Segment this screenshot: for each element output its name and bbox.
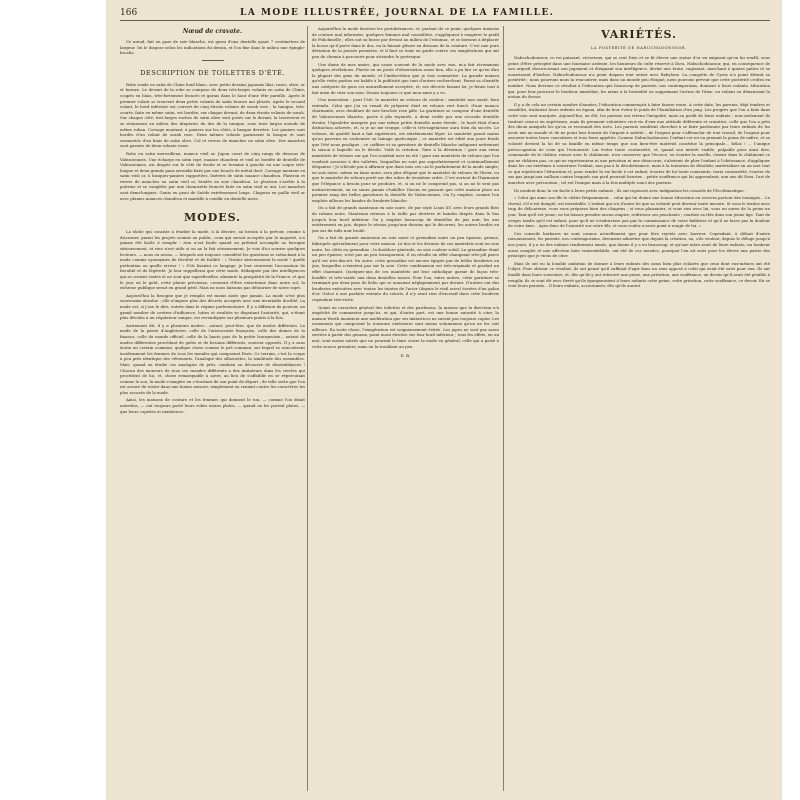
paragraph: Nabuchodonosor, ce roi puissant, victorieux, qui se crut Dieu et se fit élever une statue d'or en exigeant qu'on lui rendît, sous peine d'être précipité dans une fournaise ardente, les honneurs du culte réservé à Dieu, Nabuchodonosor, qui, en conséquence de son orgueil obscurcissant son jugement et éteignant son intelligence, devint une brute, rugissant, marchant à quatre pattes et se nourrissant d'herbes, Nabuchodonosor n'a point disparu tout entier avec Babylone. La conquête de Cyrus n'a point détruit sa postérité ; nous pourrons nous la rencontrer, mais dans un monde peu éloigné, nous pouvons prévoir que cette postérité croîtra en nombre. Nous devrons ce résultat à l'éducation que beaucoup de parents, nos contemporains, donnent à leurs enfants, éducation qui, pour leur procurer le bonheur immédiat, les mène à la bestialité en supprimant l'action de l'âme, en voilant ou dénaturant la notion du devoir. — [508, 55, 770, 100]
paragraph: Ces conseils barbares ne sont connus actuellement que pour être rejetés avec horreur. Cependant, à défaut d'autre raisonnement, les parents, nos contemporains, devraient admettre que depuis la création, ou, s'ils veulent, depuis le déluge jusqu'à nos jours, il y a eu des enfants tendrement aimés, que donne il y a eu beaucoup, et qu'une mère avait de leurs enfants, un bonheur aussi complet et une affection bien vraisemblable, ont été de ces mondes, pourquoi l'on ait suivi pour les élever une partie des principes que je viens de citer. — [508, 230, 770, 259]
column-rule — [307, 26, 308, 791]
paragraph: Une innovation : pour l'été, le mantelet en velours de couleur ; mantelet non ouaté, bien entendu. Celui que j'ai vu venait de préparer était en velours vert foncé, d'une nuance charmante, avec doublure de soie brochée rose pâle. La garniture se compose d'une dentelle de Valenciennes blanche, posée à plis tuyautés, à demi voilée par une seconde dentelle étroite, l'épaulette marquée par une même petite dentelle noire étroite ; le bord était d'une distinction achevée, et, si je ne me trompe, celle-ci très-ingénieuse aura bien du succès. Le velours, de qualité haut à fait supérieure, est extrêmement léger. Le mantelet posait moins qu'au parvenu en cachemire ou lainage quelconque ; ce mantelet est édité aux jours froids que l'été nous prodigue ; ce coiffure et sa garniture de dentelle blanche indiquent nettement la saison à laquelle on le dévolu. Voilà la création. Gare à la déviation ! gare aux vieux mantelets de velours sur qui l'on voudrait user en été ! gare aux mantelets de velours que l'on voudrait associer à des toilettes, lesquelles ne sont pas superlativement et continuellement élégantes ! Je n'hésite pas à affirmer que dans tous ces cas le parfaitement de la mode simple, en soie noire, même en laine noire, sera plus élégant que le mantelet de velours de l'hiver, ou que le mantelet de velours porté sur des robes de troisième ordre. C'est surtout de l'harmonie que l'élégance a besoin pour se produire, et, si on ne le comprend pas, si on ne le sent pas instinctivement, on ne saura jamais s'habiller. Disons en passant que cette maison place au premier rang des belles garnitures la dentelle de Valenciennes. On l'y emploie, comme l'on emploie ailleurs les bandes de broderie blanche. — [312, 97, 499, 203]
paragraph: Robe ronde en satin de Chine fond blanc, avec petits dessins japonais lilas, roses, olive, or et bronze. Le devant de la robe se compose de deux très-larges volants en satin de Chine, coupés en biais, très-fortement froncés et garnis dans le haut d'une tête pareille. Après le premier volant se trouvent deux petits volants de satin bronze uni plissés. Après le second volant, le bord inférieur est couvert de cinq étroits volants de surah rose ; la tunique, très-courte, faite en même satin, est bordée, sur chaque devant, de deux étroits volants de surah. Sur chaque côté, très-larges ruches de satin olive sont posés sur le devant, la traversent et se réunissent au milieu des draperies du dos de la tunique, sous trois larges noeuds de même ruban. Corsage montant, à paniers sur les côtés, à basque derrière. Les paniers sont bordés d'un volant de surah rose. Deux mêmes volants garnissent la basque et sont surmontés d'un biais de satin olive. Col et revers de manches en satin olive. Des manches sont garnies de deux volants roses. — [120, 81, 305, 149]
newspaper-page — [106, 0, 782, 800]
article-subtitle: LA POSTÉRITÉ DE NABUCHODONOSOR. — [591, 46, 687, 50]
article-subheading: Nœud de cravate. — [182, 28, 243, 35]
modes-heading: MODES. — [183, 211, 242, 225]
paragraph: Ainsi, les maisons de couture et les femmes qui donnent le ton, — comme l'on disait autrefois, — ont toujours porté leurs robes moins plates, — quand on les portait plates, — que leurs copistes et imitatrices. — [120, 397, 305, 414]
signature: E. R. — [400, 353, 411, 359]
page-number: 166 — [120, 8, 138, 18]
paragraph: Ce nœud, fait en gaze de soie blanche, est garni d'une dentelle ayant 7 centimètres de largeur. On le dispose selon les indications du dessin, et l'on fixe dans le milieu une épingle-broche. — [120, 39, 305, 56]
paragraph: « Celui qui aime son fils le châtie fréquemment... celui qui lui donne une bonne éducation en recevra partout des louanges... Le cheval, s'il n'est dompté, est intraitable. L'enfant qui n'a d'autre loi que sa volonté peut devenir toute mesure. Si vous le traitez avec trop de délicatesse, vous vous préparez bien des chagrins ; si vous plaisantez, si vous riez avec lui, vous en aurez de la peine un jour. Tant qu'il est jeune, ne lui laissez prendre aucun empire, redressez ses penchants ; courbez sa tête dans son jeune âge. Tant de verges tandis qu'il est enfant, pour qu'il ne s'endurcisse pas par la connaissance de votre faiblesse et qu'il ne fasse pas la douleur de votre âme... Ayez donc de l'autorité sur votre fils, et vous voulez n'avoir point à rougir de lui. » — [508, 195, 770, 229]
section-title: DESCRIPTION DE TOILETTES D'ÉTÉ. — [140, 68, 285, 77]
paragraph: Autrement dit, il y a plusieurs modes... autant, peut-être, que de modes différents. La mode de la patrie d'Angleterre, celle de l'aristocratie française, celle des dames de la finance, celle du monde officiel, celle de la haute pois de la petite bourgeoisie... autant de modes différentes procédant de goûts et de besoins différents, souvent opposés. Il y a sans doute un certain commun, quelque chose comme le pré commun, sur lequel se rencontrent incidemment les femmes de tous les mondes qui composent Paris. Ce terrain, c'est la coupe à peu près identique des vêtements, l'analogie des silhouettes, la similitude des ensembles. Mais, quand on étudie ces analogies de près, combien on découvre de dissemblances ! Chacun des meneurs de tous ces mondes différents a des imitateurs dans les cercles qui procèdent de lui, et, chose remarquable à noter, au lieu de s'affaiblir en se répercutant comme le son, la mode s'exagère en s'écartant de son point de départ ; de telle sorte que l'on est assuré de rester dans une bonne mesure, simplement en reniant contre les caractères les plus accusés de la mode. — [120, 322, 305, 395]
paragraph: Quant au caractère général des toilettes et des pardessus, la maison que la direction n'a empêché de commenter jusqu'ici, et qui, d'autre part, est une bonne autorité à citer, la maison Worth maintient une modération que ses imitatrices ne savent pas toujours copier. Les ornements qui composent la tournure extérieure sont moins volumineux qu'on ne les voit ailleurs. En toute chose, l'exagération est soigneusement évitée. Les jupes ne sont pas assez serrées à partir des genoux, point aussi étroites sur leur bord inférieur ; tous les effets, en un mot, sont moins outrés que ne pourrait le faire croire la mode en général, celle qui a porté à cette source première, mais en la troublant au peu. — [312, 304, 499, 349]
column-2 — [312, 26, 499, 796]
paragraph: Aujourd'hui la mode favorise les protubérances, et, partant de ce point, quelques maisons de couture mal informées, quelques femmes mal conseillées, s'appliquent à exagérer le profil de Polichinelle ; elles ont su bosse par devant au milieu de l'estomac, et se bornent à déplacer la bosse qu'il porte dans le dos, en la faisant glisser en dessous de la ceinture. C'est une pure déviation de la pensée première, et il faut se tenir en garde contre ces exagérations qui ont peu de chemin à parcourir pour atteindre le grotesque. — [312, 26, 499, 59]
short-rule — [202, 60, 224, 61]
column-rule — [503, 26, 504, 791]
paragraph: Une dame de mes amies, qui cause souvent de la mode avec moi, m'a fait récemment quelques révélations. Placée en un poste d'observation assez bon, elle a pu lire ce qu'en dira la plupart des gens du monde, et l'indiscrétion que je vais commettre. La grande maison qu'elle visite parfois est habile à la publicité que tant d'autres recherchent. Parmi sa clientèle une catégorie de gens est naturellement acceptée, et, ses décrets faisant loi, je ferais tout à fait mien de citer son nom. Disons toujours ce que mon amie y a vu. — [312, 61, 499, 95]
paragraph: On a fait de grands manteaux en soie noire, de pur style Louis XV, avec leurs grands flots de rubans noirs. Manteaux retenus à la taille par derrière et bandes drapés dans le bas jusqu'à leur bord inférieur. On y emploie beaucoup de dentelles de jais noir, les uns entièrement en jais, depuis le réseau jusqu'aux dessins qui le décorent, les autres brodés en jais sur du tulle noir brodé. — [312, 205, 499, 233]
column-3 — [508, 26, 770, 796]
paragraph: Ils rendent donc la vie facile à leurs petits enfants ; ils ont repoussé avec indignation les conseils de l'Ecclésiastique : — [514, 187, 747, 193]
page-header — [120, 6, 770, 21]
paragraph: La tâche qui consiste à étudier la mode, à la décrire, au besoin à la prévoir, comme à discerner, parmi les projets soumis au public, ceux qui seront acceptés par la majorité, n'a jamais été facile à remplir : rien n'est facile quand on prétend accomplir sa besogne sérieusement, et rien n'est utile si on ne la fait sérieusement. Je vois d'ici sourire quelques lecteurs, — nous en avons, — lesquels ont toujours considéré les questions se rattachant à la mode comme synonymes de frivolité et de futilité : « Traiter sérieusement la mode ! quelle prétention ou quelle erreur ! » S'ils lisaient ce langage, je leur renverrai l'accusation de frivolité et de légèreté. Je leur rappellerai que cette mode, dédaignée par des intelligences qui se croient vastes et ne sont que superficielles, alimente la prospérité de la France, et que le jour où le goût, cette plante précieuse, cesserait d'être entretenue dans notre sol, la richesse publique serait en grand péril. Mais ne nous laissons pas détourner de notre sujet. — [120, 229, 305, 291]
paragraph: Il y a de cela un certain nombre d'années, l'éducation commençait à faire fausse route. A cette date, les parents, déjà tendres et sensibles, traitaient leurs enfants en égaux, afin de leur éviter le poids de l'humiliation d'un joug. Les progrès que l'on a faits dans cette voie sont marqués. Aujourd'hui, on élit, les parents ont retenu l'inégalité, mais au profit de leurs enfants ; non-seulement ils traitent ceux-ci en supérieurs, mais ils prennent volontiers vis-à-vis d'eux une attitude déférente et craintive, celle que l'on a près des dieux auxquels les qu'on se reconnaît des torts. Les parents semblent chercher à se faire pardonner par leurs enfants de les avoir mis au monde et de ne point leur fournir de l'argent à satiété... de l'argent pour s'affranchir de tout travail, de l'argent pour assouvir toutes leurs convoitises et tous leurs appétits. Comme Nabuchodonosor, l'enfant est roi en prenant la peine de naître, et sa volonté devient la loi de sa famille en même temps que son bien-être matériel constitue la principale... hélas ! ... l'unique préoccupation de ceux qui l'entourent. Lui éviter toute contrariété, et, quand son intérêt visible, palpable pour ainsi dire, commande de le châtier, reuser avec le châtiment, n'en conserver que l'écorce, en écarter la moëlle, choisir dans le châtiment ce qui ne châtiera pas, ce qui ne représentera ni une privation ni une désaccrue, s'abstenir de plier l'enfant à l'obéissance, d'appliquer dans les cas extrêmes à soustraire l'enfant, non pas à la désobéissance, mais à la tentation de désobéir, matérialiser en un mot tout ce qui représente l'éducation et, pour rendre la vie facile à cet enfant, écarter de lui toute contrainte, toute contrariété, écarter de ses pas jusqu'aux cailloux contre lesquels son pied pourrait heurter... petite souffrance qui lui apprendrait, aux uns dit Dieu, l'art de marcher avec précaution ; tel est l'unique mais à la fois multiple souci des parents. — [508, 101, 770, 186]
paragraph: On a fait de grands manteaux en soie noire et grenadine noire un peu épaisse, grenus, fabriqués spécialement pour cette maison. Le dos et les devants de ces mantelets sont en soie noire, les côtés en grenadine ; la doublure générale, en soie couleur soleil. La grenadine étant un peu épaisse, n'est pas un peu transparente, il en résulte un effet changeant très-joli parce qu'il est très-discret. En outre, cette grenadine est encore égayée par de belles broderies en jais, lesquelles n'existent pas sur la soie. Cette combinaison est très-originale et produit un effet charmant. Quelques-uns de ces mantelets ont leur catholique garnie de façon très-bouffée et très-variée aux deux dentelles noires. Pour l'un, entre autres, cette garniture se terminait par deux paes de fichu qui se nouaient négligemment par devant. D'autres ont des broderies exécutées avec toutes les teintes de l'acier (depuis le vieil acier) écriées d'un galon d'or. Grâce à une parfaite entente du coloris, il n'y avait rien d'excessif dans cette broderie cependant très-riche. — [312, 235, 499, 302]
column-1 — [120, 26, 305, 796]
paragraph: Aujourd'hui la besogne que je remplis est moins aisée que jamais. La mode n'est plus souveraine absolue ; elle n'impose plus des décrets acceptés avec une invariable docilité. La mode est, si j'ose le dire, entrée dans le régime parlementaire. Il y a diffusion de pouvoir, un grand nombre de centres d'influence, luttes et rivalités se disputant l'autorité, qui, n'étant plus dévolue à un régulateur unique, est revendiquée sur plusieurs points à la fois. — [120, 292, 305, 321]
journal-title: LA MODE ILLUSTRÉE, JOURNAL DE LA FAMILLE. — [240, 8, 555, 18]
paragraph: Robe en satin merveilleux, nuance vieil or. Jupon court de cinq rangs de dessous de Valenciennes. Une écharpe en satin rayé, nuance chaudron et vieil or, bordée de dentelle de Valenciennes, est drapée sur le côté de droite et se termine à gauche en une coque très-longue et deux grands pans arrondis fixés par une boucle de métal doré. Corsage montant en satin vieil or, à basques-paniers rapportées, lisérées de satin nuance chaudron. Plastron et revers de manches en satin vieil or, brodés en soie chaudron. Le plastron s'arrête à la poitrine et se complète par une chemisette froncée faite en satin vieil or uni. Les manches sont demi-longues. Gants en peau de Suède extrêmement longs. Chapeau en paille vieil or avec plumes nuances chaudron et mantille à cueillir en dentelle noire. — [120, 150, 305, 201]
varietes-heading: VARIÉTÉS. — [601, 28, 677, 41]
paragraph: Mais ils ont eu la louable ambition de donner à leurs enfants des soins bien plus éclairés que ceux dont eux-mêmes ont été l'objet. Pour obtenir ce résultat, ils ont pensé qu'il suffisait d'agir dans un sens opposé à celui qui avait été suivi pour eux. Ils ont fouillé dans leurs souvenirs, et, dès qu'ils y ont retrouvé une peine, une privation, une souffrance, un devoir qu'il avait été pénible à remplir, ils se sont dit avec fierté qu'ils épargneraient à leurs enfants cette peine, cette privation, cette souffrance, ce devoir. En se vont leurs parents... Il leurs enfants, accoutumés, dès qu'ils auront — [508, 260, 770, 289]
